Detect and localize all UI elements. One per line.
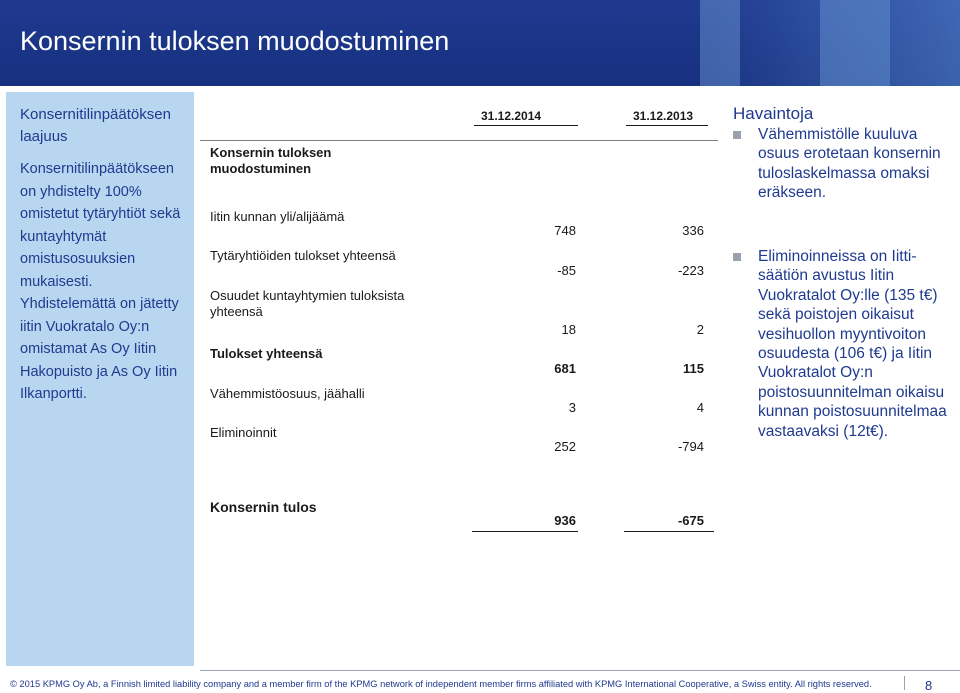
column-header-2014: 31.12.2014 (481, 109, 542, 123)
banner-gradient (700, 0, 960, 86)
row-value-2014: 252 (554, 439, 576, 454)
row-label: Osuudet kuntayhtymien tuloksista yhteensä (210, 288, 405, 319)
observations-heading: Havaintoja (733, 104, 814, 123)
row-value-2013: 2 (696, 322, 704, 337)
row-label: Iitin kunnan yli/alijäämä (210, 209, 345, 224)
result-value-2013: -675 (677, 513, 704, 528)
result-underline (624, 531, 714, 532)
footer-divider (200, 670, 960, 671)
column-header-underline (474, 125, 578, 126)
scope-panel (6, 92, 194, 666)
bullet-icon (733, 253, 741, 261)
result-label: Konsernin tulos (210, 499, 317, 515)
bullet-icon (733, 131, 741, 139)
row-label: Vähemmistöosuus, jäähalli (210, 386, 365, 401)
row-label: Tulokset yhteensä (210, 346, 323, 361)
title-banner (0, 0, 960, 86)
column-header-2013: 31.12.2013 (633, 109, 694, 123)
row-value-2014: 3 (568, 400, 576, 415)
row-value-2013: 4 (696, 400, 704, 415)
scope-heading: Konsernitilinpäätöksen laajuus (20, 106, 171, 145)
page-number: 8 (925, 678, 933, 693)
observation-item: Vähemmistölle kuuluva osuus erotetaan konsernin tuloslaskelmassa omaksi eräkseen. (758, 126, 941, 202)
row-value-2014: 18 (561, 322, 576, 337)
footer-separator (904, 676, 905, 690)
row-value-2014: 681 (554, 361, 576, 376)
result-underline (472, 531, 578, 532)
row-label: Tytäryhtiöiden tulokset yhteensä (210, 248, 396, 263)
result-value-2014: 936 (554, 513, 576, 528)
row-value-2013: -223 (677, 263, 704, 278)
column-header-underline (626, 125, 708, 126)
row-label: Eliminoinnit (210, 425, 277, 440)
footer-copyright: © 2015 KPMG Oy Ab, a Finnish limited liability company and a member firm of the KPMG network of independent member firms affiliated with KPMG International Cooperative, a Swiss entity. All rights reserved. (10, 679, 872, 689)
table-heading: Konsernin tuloksen muodostuminen (210, 145, 332, 176)
row-value-2013: -794 (677, 439, 704, 454)
row-value-2014: 748 (554, 223, 576, 238)
row-value-2013: 336 (682, 223, 704, 238)
row-value-2013: 115 (683, 361, 704, 376)
observation-item: Eliminoinneissa on Iitti-säätiön avustus Iitin Vuokratalot Oy:lle (135 t€) sekä poistojen oikaisut vesihuollon myyntivoiton osuudesta (106 t€) ja Iitin Vuokratalot Oy:n poistosuunnitelman oikaisu kunnan poistosuunnitelmaa vastaavaksi (12t€). (758, 248, 947, 440)
row-value-2014: -85 (557, 263, 576, 278)
scope-text: Konsernitilinpäätökseen on yhdistelty 100% omistetut tytäryhtiöt sekä kuntayhtymät omistusosuuksien mukaisesti. Yhdistelemättä on jätetty iitin Vuokratalo Oy:n omistamat As Oy Iitin Hakopuisto ja As Oy Iitin Ilkanportti. (20, 161, 181, 402)
page-title: Konsernin tuloksen muodostuminen (20, 26, 450, 56)
